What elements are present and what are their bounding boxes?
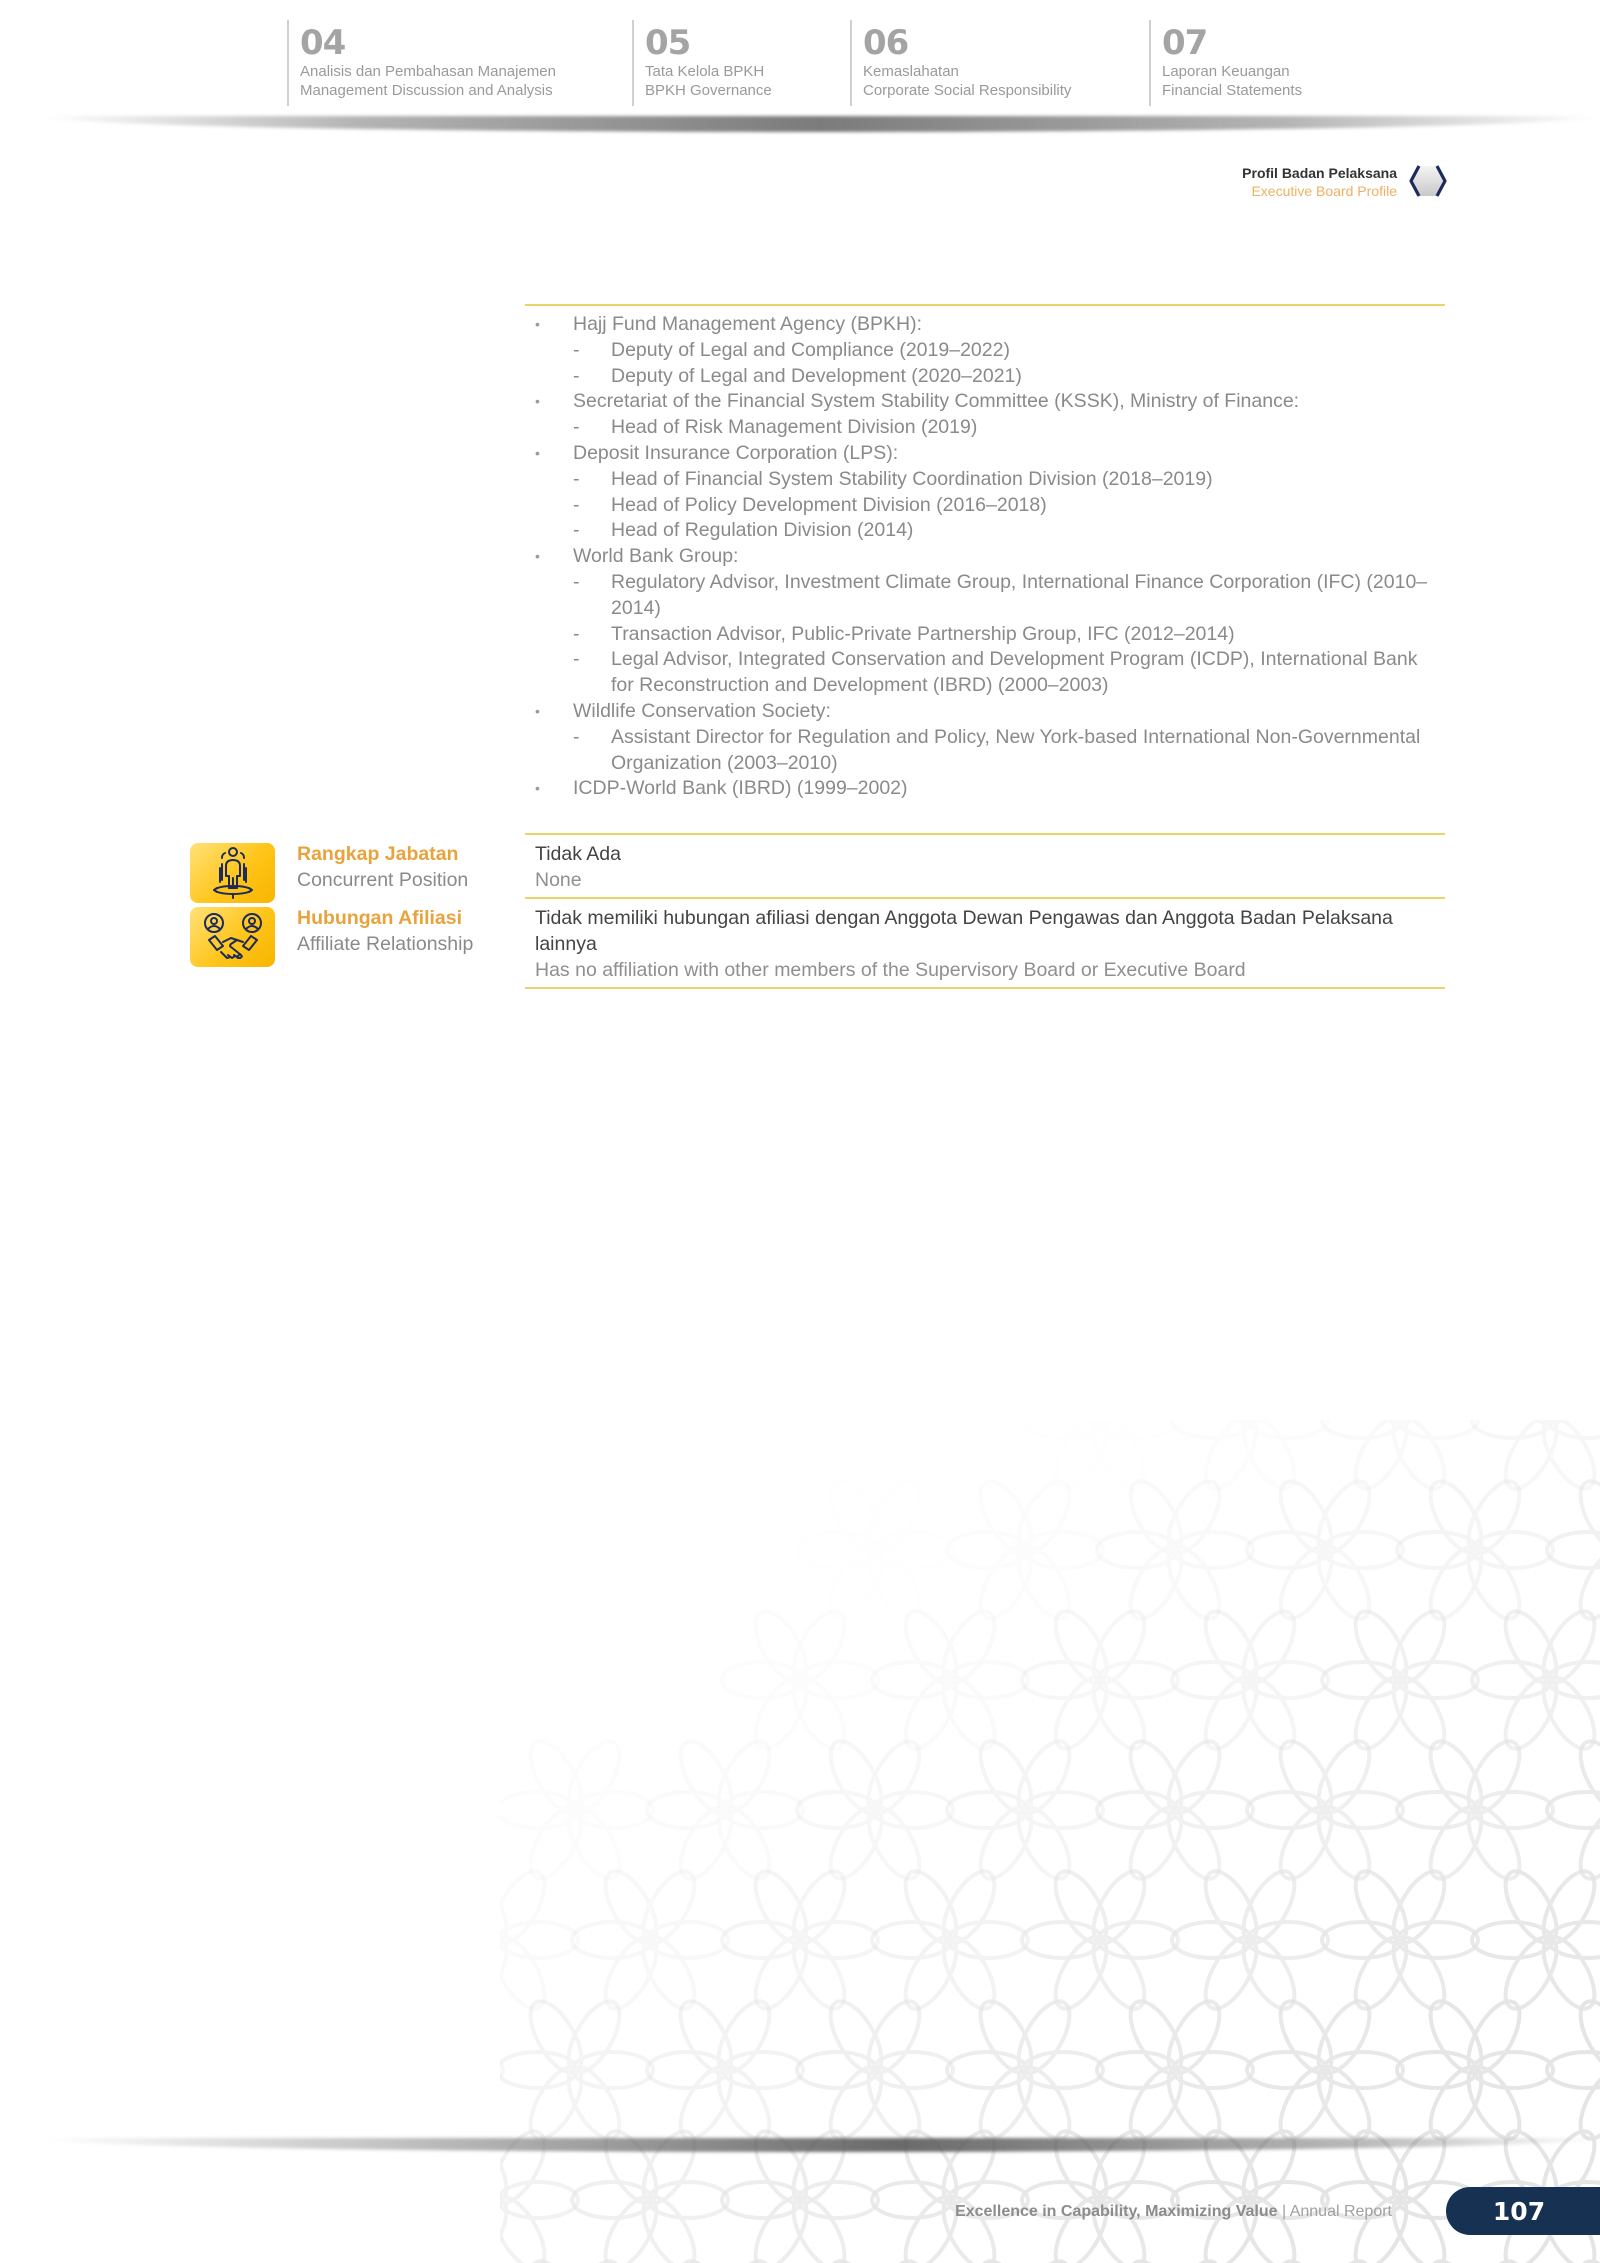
chapter-title-en: Management Discussion and Analysis xyxy=(300,82,553,99)
gold-divider xyxy=(525,987,1445,989)
career-position: - Assistant Director for Regulation and Policy, New York-based International Non-Governmental Organization (2003–2010) xyxy=(525,725,1445,777)
career-history-list xyxy=(525,312,1445,802)
career-position: - Transaction Advisor, Public-Private Partnership Group, IFC (2012–2014) xyxy=(525,622,1445,648)
career-position: - Head of Regulation Division (2014) xyxy=(525,518,1445,544)
career-org: • Secretariat of the Financial System Stability Committee (KSSK), Ministry of Finance: xyxy=(525,389,1445,415)
tagline-rest: | Annual Report xyxy=(1277,2203,1392,2220)
chapter-number: 07 xyxy=(1162,23,1208,63)
hexagon-nav-icon[interactable] xyxy=(1409,164,1447,198)
concurrent-position-label xyxy=(297,841,468,893)
career-position: - Head of Risk Management Division (2019) xyxy=(525,415,1445,441)
section-header xyxy=(1242,164,1397,200)
footer-tagline xyxy=(955,2203,1392,2221)
gold-divider xyxy=(525,304,1445,306)
label-en: Affiliate Relationship xyxy=(297,933,474,955)
handshake-affiliation-icon xyxy=(190,907,275,967)
gold-divider xyxy=(525,897,1445,899)
page-number: 107 xyxy=(1446,2187,1600,2235)
concurrent-position-icon xyxy=(190,843,275,903)
gold-divider xyxy=(525,833,1445,835)
career-org: • Deposit Insurance Corporation (LPS): xyxy=(525,441,1445,467)
label-en: Concurrent Position xyxy=(297,869,469,891)
chapter-link-06[interactable] xyxy=(850,20,1071,106)
career-position: - Head of Financial System Stability Coordination Division (2018–2019) xyxy=(525,467,1445,493)
chapter-navigation xyxy=(0,20,1600,106)
career-org: • Hajj Fund Management Agency (BPKH): xyxy=(525,312,1445,338)
career-position: - Legal Advisor, Integrated Conservation and Development Program (ICDP), International Bank for Reconstruction and Development (IBRD) (2000–2003) xyxy=(525,647,1445,699)
header-shadow-divider xyxy=(40,116,1600,132)
value-en: None xyxy=(535,869,582,891)
career-position: - Deputy of Legal and Compliance (2019–2022) xyxy=(525,338,1445,364)
chapter-number: 05 xyxy=(645,23,691,63)
career-position: - Head of Policy Development Division (2016–2018) xyxy=(525,493,1445,519)
concurrent-position-value xyxy=(535,841,1435,893)
section-title-id: Profil Badan Pelaksana xyxy=(1242,165,1397,181)
tagline-bold: Excellence in Capability, Maximizing Value xyxy=(955,2203,1278,2220)
chapter-link-04[interactable] xyxy=(287,20,556,106)
career-position: - Regulatory Advisor, Investment Climate Group, International Finance Corporation (IFC) (2010–2014) xyxy=(525,570,1445,622)
affiliate-relationship-label xyxy=(297,905,473,957)
label-id: Rangkap Jabatan xyxy=(297,843,459,865)
chapter-title-en: Corporate Social Responsibility xyxy=(863,82,1072,99)
chapter-title-en: Financial Statements xyxy=(1162,82,1303,99)
chapter-number: 06 xyxy=(863,23,909,63)
chapter-title-id: Laporan Keuangan xyxy=(1162,63,1290,80)
chapter-link-07[interactable] xyxy=(1149,20,1302,106)
value-id: Tidak Ada xyxy=(535,843,621,865)
career-org: • Wildlife Conservation Society: xyxy=(525,699,1445,725)
career-org: • World Bank Group: xyxy=(525,544,1445,570)
chapter-title-id: Tata Kelola BPKH xyxy=(645,63,765,80)
career-position: - Deputy of Legal and Development (2020–2021) xyxy=(525,364,1445,390)
label-id: Hubungan Afiliasi xyxy=(297,907,463,929)
affiliate-relationship-value xyxy=(535,905,1435,983)
chapter-link-05[interactable] xyxy=(632,20,772,106)
chapter-title-id: Analisis dan Pembahasan Manajemen xyxy=(300,63,556,80)
value-id: Tidak memiliki hubungan afiliasi dengan Anggota Dewan Pengawas dan Anggota Badan Pelaksana lainnya xyxy=(535,907,1393,955)
chapter-number: 04 xyxy=(300,23,346,63)
floral-background-pattern xyxy=(500,1420,1600,2263)
chapter-title-id: Kemaslahatan xyxy=(863,63,959,80)
section-title-en: Executive Board Profile xyxy=(1251,183,1397,199)
chapter-title-en: BPKH Governance xyxy=(645,82,772,99)
value-en: Has no affiliation with other members of the Supervisory Board or Executive Board xyxy=(535,959,1246,981)
career-org: • ICDP-World Bank (IBRD) (1999–2002) xyxy=(525,776,1445,802)
